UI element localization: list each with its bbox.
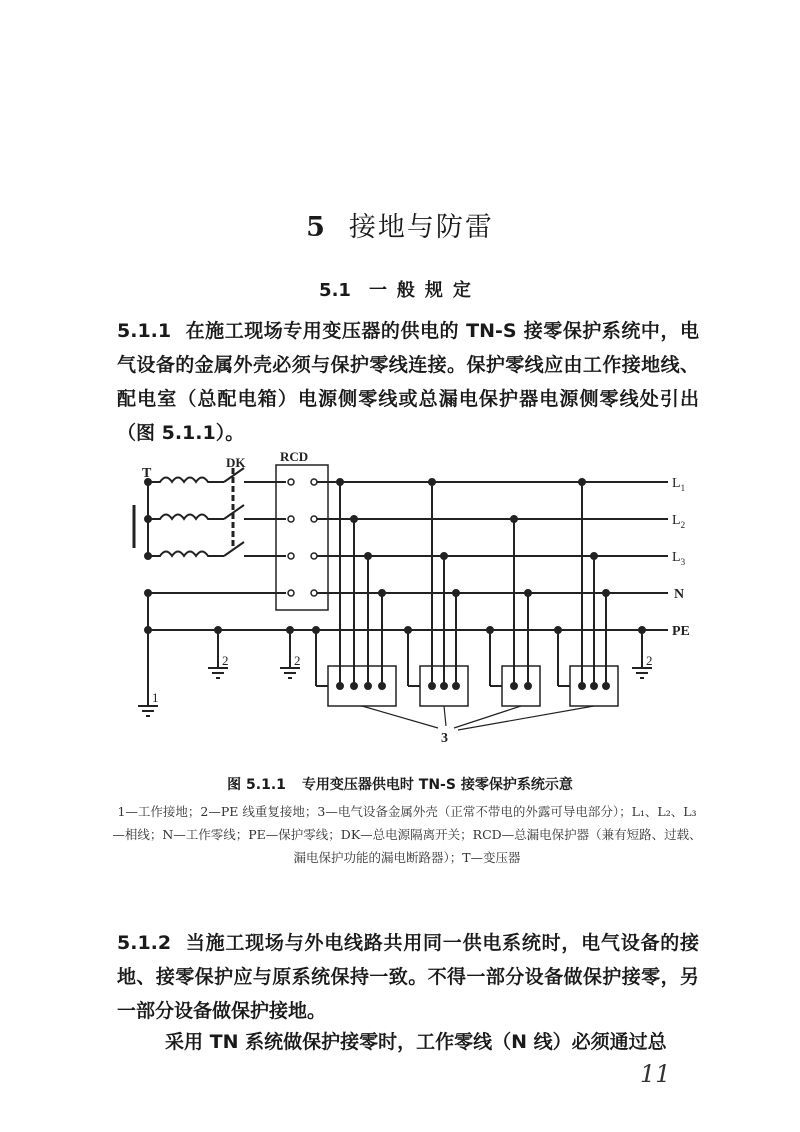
label-DK: DK bbox=[226, 455, 246, 470]
clause-number: 5.1.2 bbox=[117, 932, 172, 954]
label-ground-2b: 2 bbox=[294, 653, 301, 668]
tn-s-wiring-diagram bbox=[120, 450, 690, 750]
label-N: N bbox=[674, 587, 685, 602]
label-L3: $L_3$ bbox=[672, 550, 686, 567]
clause-5-1-1 bbox=[117, 314, 699, 450]
clause-text: 在施工现场专用变压器的供电的 TN-S 接零保护系统中，电气设备的金属外壳必须与保护零线连接。保护零线应由工作接地线、配电室（总配电箱）电源侧零线或总漏电保护器电源侧零线处引出（图 5.1.1）。 bbox=[117, 320, 699, 444]
clause-text: 当施工现场与外电线路共用同一供电系统时，电气设备的接地、接零保护应与原系统保持一致。不得一部分设备做保护接零，另一部分设备做保护接地。 bbox=[117, 932, 699, 1022]
chapter-title bbox=[0, 205, 800, 244]
label-RCD: RCD bbox=[280, 450, 309, 464]
rcd-contacts bbox=[288, 479, 317, 596]
label-L1: $L_1$ bbox=[672, 476, 686, 493]
label-L2: $L_2$ bbox=[672, 513, 686, 530]
section-name: 一般规定 bbox=[368, 280, 481, 301]
label-PE: PE bbox=[672, 624, 690, 639]
label-ground-2a: 2 bbox=[222, 653, 229, 668]
figure-caption-text: 专用变压器供电时 TN-S 接零保护系统示意 bbox=[301, 777, 573, 793]
label-T: T bbox=[142, 466, 152, 481]
rcd-box bbox=[276, 465, 328, 610]
clause-5-1-2 bbox=[117, 926, 699, 1028]
pe-repeat-earths bbox=[208, 627, 652, 678]
clause-continuation: 采用 TN 系统做保护接零时，工作零线（N 线）必须通过总 bbox=[165, 1031, 667, 1053]
section-title bbox=[0, 276, 800, 302]
enclosure-leader-lines bbox=[362, 706, 594, 730]
figure-caption bbox=[0, 774, 800, 794]
section-number: 5.1 bbox=[319, 280, 351, 301]
label-enclosure-3: 3 bbox=[441, 731, 448, 746]
chapter-number: 5 bbox=[306, 212, 327, 243]
working-earth-symbol bbox=[138, 706, 158, 716]
label-ground-1: 1 bbox=[152, 690, 159, 705]
label-ground-2c: 2 bbox=[646, 653, 653, 668]
equipment-enclosure-3 bbox=[487, 516, 540, 706]
page-number: 11 bbox=[640, 1060, 671, 1088]
figure-number: 图 5.1.1 bbox=[227, 777, 286, 793]
figure-notes: 1—工作接地；2—PE 线重复接地；3—电气设备金属外壳（正常不带电的外露可导电部分）；L₁、L₂、L₃—相线；N—工作零线；PE—保护零线；DK—总电源隔离开关；RCD—总漏电保护器（兼有短路、过载、漏电保护功能的漏电断路器）；T—变压器 bbox=[112, 804, 702, 865]
chapter-name: 接地与防雷 bbox=[348, 212, 494, 243]
transformer-coils bbox=[145, 478, 224, 560]
clause-number: 5.1.1 bbox=[117, 320, 172, 342]
